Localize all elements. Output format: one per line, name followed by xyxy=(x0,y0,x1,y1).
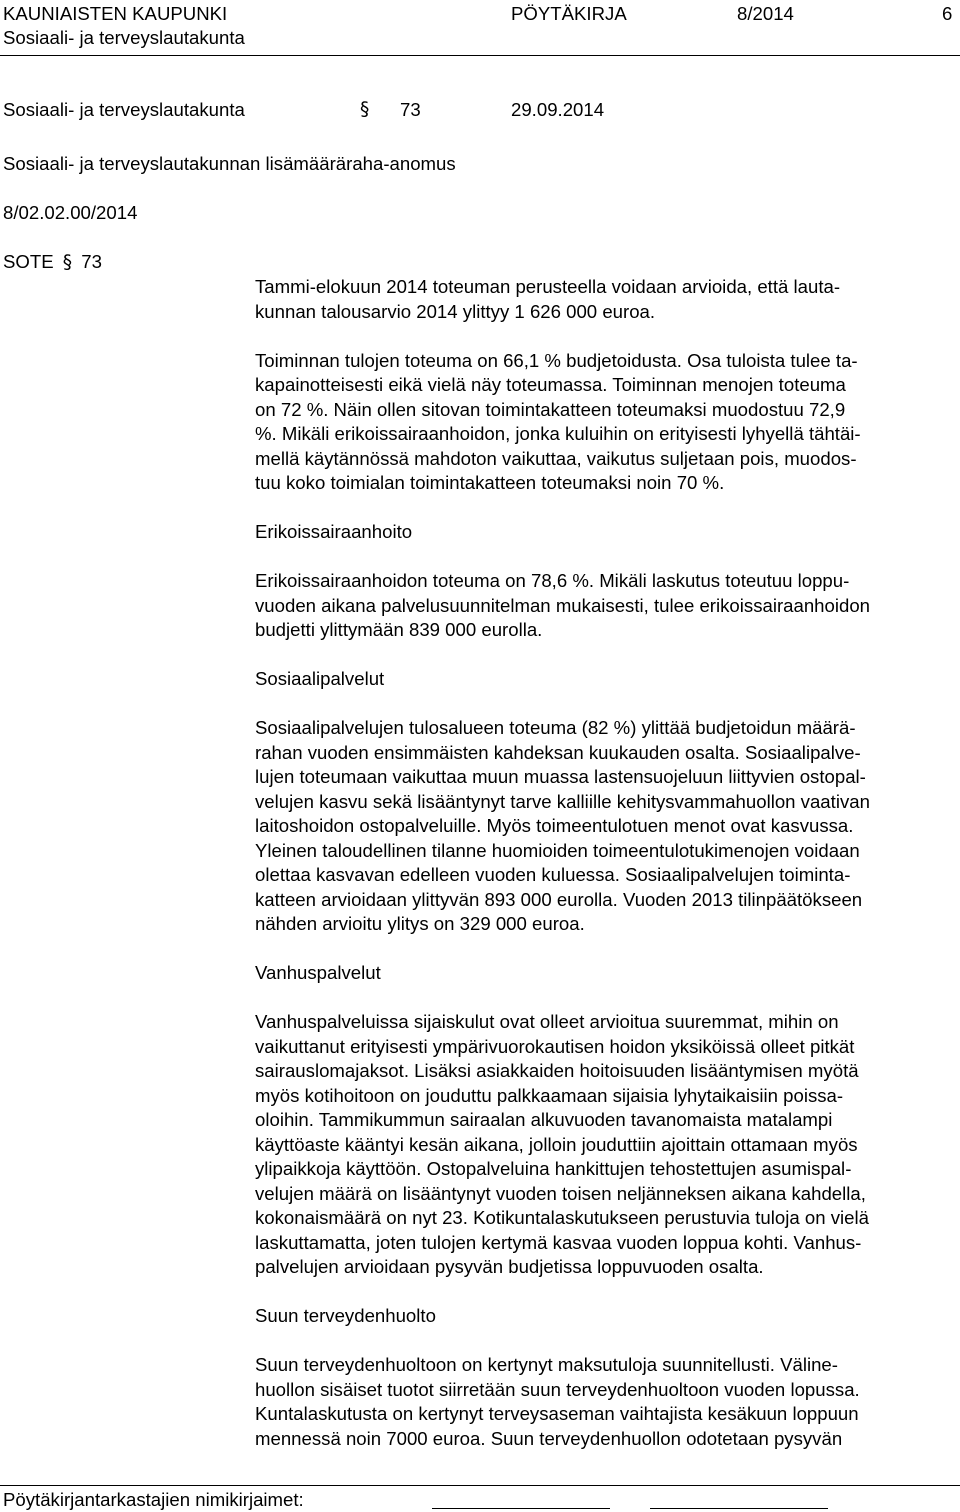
section-heading: Suun terveydenhuolto xyxy=(255,1305,436,1326)
meeting-date: 29.09.2014 xyxy=(511,99,605,120)
blank-line xyxy=(255,986,960,1011)
body-line: oloihin. Tammikummun sairaalan alkuvuoden tavanomaista matalampi xyxy=(255,1109,833,1130)
item-title: Sosiaali- ja terveyslautakunnan lisämääräraha-anomus xyxy=(3,153,456,174)
blank-line xyxy=(255,496,960,521)
header-divider xyxy=(0,55,960,56)
body-line: Sosiaalipalvelujen tulosalueen toteuma (82 %) ylittää budjetoidun määrä- xyxy=(255,717,856,738)
sote-label xyxy=(3,250,102,275)
body-line: Suun terveydenhuoltoon on kertynyt maksutuloja suunnitellusti. Väline- xyxy=(255,1354,838,1375)
body-line: lujen toteumaan vaikuttaa muun muassa lastensuojeluun liittyvien ostopal- xyxy=(255,766,866,787)
item-reference: 8/02.02.00/2014 xyxy=(3,202,138,223)
footer-divider xyxy=(0,1485,960,1486)
blank-line xyxy=(255,692,960,717)
body-line: palvelujen arvioidaan pysyvän budjetissa loppuvuoden osalta. xyxy=(255,1256,764,1277)
body-line: laskuttamatta, joten tulojen kertymä kasvaa vuoden loppua kohti. Vanhus- xyxy=(255,1231,862,1253)
body-line: Erikoissairaanhoidon toteuma on 78,6 %. Mikäli laskutus toteutuu loppu- xyxy=(255,570,850,591)
body-line: ylipaikkoja käyttöön. Ostopalveluina hankittujen tehostettujen asumispal- xyxy=(255,1158,852,1179)
sote-section-sign: § xyxy=(62,252,73,273)
body-line: Yleinen taloudellinen tilanne huomioiden toimeentulotukimenojen voidaan xyxy=(255,839,860,861)
body-line: käyttöaste kääntyi kesän aikana, jolloin jouduttiin ajoittain ottamaan myös xyxy=(255,1133,858,1155)
body-line: Kuntalaskutusta on kertynyt terveysaseman vaihtajista kesäkuun loppuun xyxy=(255,1403,859,1424)
body-line: myös kotihoitoon on jouduttu palkkaamaan sijaisia lyhytaikaisiin poissa- xyxy=(255,1084,844,1106)
body-line: olettaa kasvavan edelleen vuoden kuluessa. Sosiaalipalvelujen toiminta- xyxy=(255,864,851,885)
header-org-name: KAUPUNKI xyxy=(132,3,228,24)
body-line: tuu koko toimialan toimintakatteen toteumaksi noin 70 %. xyxy=(255,472,725,493)
header-doc-number: 8/2014 xyxy=(737,3,794,24)
body-line: kokonaismäärä on nyt 23. Kotikuntalaskutukseen perustuvia tuloja on vielä xyxy=(255,1207,869,1228)
section-heading: Vanhuspalvelut xyxy=(255,962,381,983)
meeting-section-sign: § xyxy=(360,99,370,120)
body-line: on 72 %. Näin ollen sitovan toimintakatteen toteumaksi muodostuu 72,9 xyxy=(255,398,846,420)
header-page-number: 6 xyxy=(942,3,953,24)
header-doc-type: PÖYTÄKIRJA xyxy=(511,3,627,24)
section-heading: Erikoissairaanhoito xyxy=(255,521,413,542)
body-line: vuoden aikana palvelusuunnitelman mukaisesti, tulee erikoissairaanhoidon xyxy=(255,594,871,616)
body-line: kapainotteisesti eikä vielä näy toteumassa. Toiminnan menojen toteuma xyxy=(255,374,846,395)
body-line: laitoshoidon ostopalveluille. Myös toimeentulotuen menot ovat kasvussa. xyxy=(255,815,854,836)
blank-line xyxy=(255,1280,960,1305)
blank-line xyxy=(255,643,960,668)
body-line: rahan vuoden ensimmäisten kahdeksan kuukauden osalta. Sosiaalipalve- xyxy=(255,741,861,763)
header-org xyxy=(3,2,227,26)
body-line: budjetti ylittymään 839 000 eurolla. xyxy=(255,619,543,640)
blank-line xyxy=(255,1329,960,1354)
body-line: huollon sisäiset tuotot siirretään suun terveydenhuoltoon vuoden lopussa. xyxy=(255,1378,860,1400)
signature-line-2 xyxy=(650,1508,828,1509)
sote-number: 73 xyxy=(81,251,102,272)
body-line: kunnan talousarvio 2014 ylittyy 1 626 000 euroa. xyxy=(255,300,656,322)
footer-label: Pöytäkirjantarkastajien nimikirjaimet: xyxy=(3,1489,304,1510)
sote-label-text: SOTE xyxy=(3,251,54,272)
header-committee: Sosiaali- ja terveyslautakunta xyxy=(3,27,245,48)
body-line: vaikuttanut erityisesti ympärivuorokautisen hoidon yksiköissä olleet pitkät xyxy=(255,1035,855,1057)
body-line: %. Mikäli erikoissairaanhoidon, jonka kuluihin on erityisesti lyhyellä tähtäi- xyxy=(255,423,861,444)
meeting-committee: Sosiaali- ja terveyslautakunta xyxy=(3,99,245,120)
header-org-prefix: KAUNIAISTEN xyxy=(3,3,127,24)
section-heading: Sosiaalipalvelut xyxy=(255,668,385,689)
body-line: Toiminnan tulojen toteuma on 66,1 % budjetoidusta. Osa tuloista tulee ta- xyxy=(255,349,858,371)
body-line: velujen kasvu sekä lisääntynyt tarve kalliille kehitysvammahuollon vaativan xyxy=(255,790,870,812)
body-line: velujen määrä on lisääntynyt vuoden toisen neljänneksen aikana kahdella, xyxy=(255,1182,866,1204)
body-line: mennessä noin 7000 euroa. Suun terveydenhuollon odotetaan pysyvän xyxy=(255,1427,843,1449)
blank-line xyxy=(255,545,960,570)
body-line: Vanhuspalveluissa sijaiskulut ovat olleet arvioitua suuremmat, mihin on xyxy=(255,1011,839,1032)
body-line: mellä käytännössä mahdoton vaikuttaa, vaikutus suljetaan pois, muodos- xyxy=(255,447,857,469)
body-line: sairauslomajaksot. Lisäksi asiakkaiden hoitoisuuden lisääntymisen myötä xyxy=(255,1060,859,1081)
blank-line xyxy=(255,324,960,349)
signature-line-1 xyxy=(432,1508,610,1509)
body-text xyxy=(255,275,960,1451)
body-line: Tammi-elokuun 2014 toteuman perusteella voidaan arvioida, että lauta- xyxy=(255,276,841,297)
body-line: nähden arvioitu ylitys on 329 000 euroa. xyxy=(255,913,585,934)
body-line: katteen arvioidaan ylittyvän 893 000 eurolla. Vuoden 2013 tilinpäätökseen xyxy=(255,888,863,910)
blank-line xyxy=(255,937,960,962)
meeting-section-number: 73 xyxy=(400,99,421,120)
